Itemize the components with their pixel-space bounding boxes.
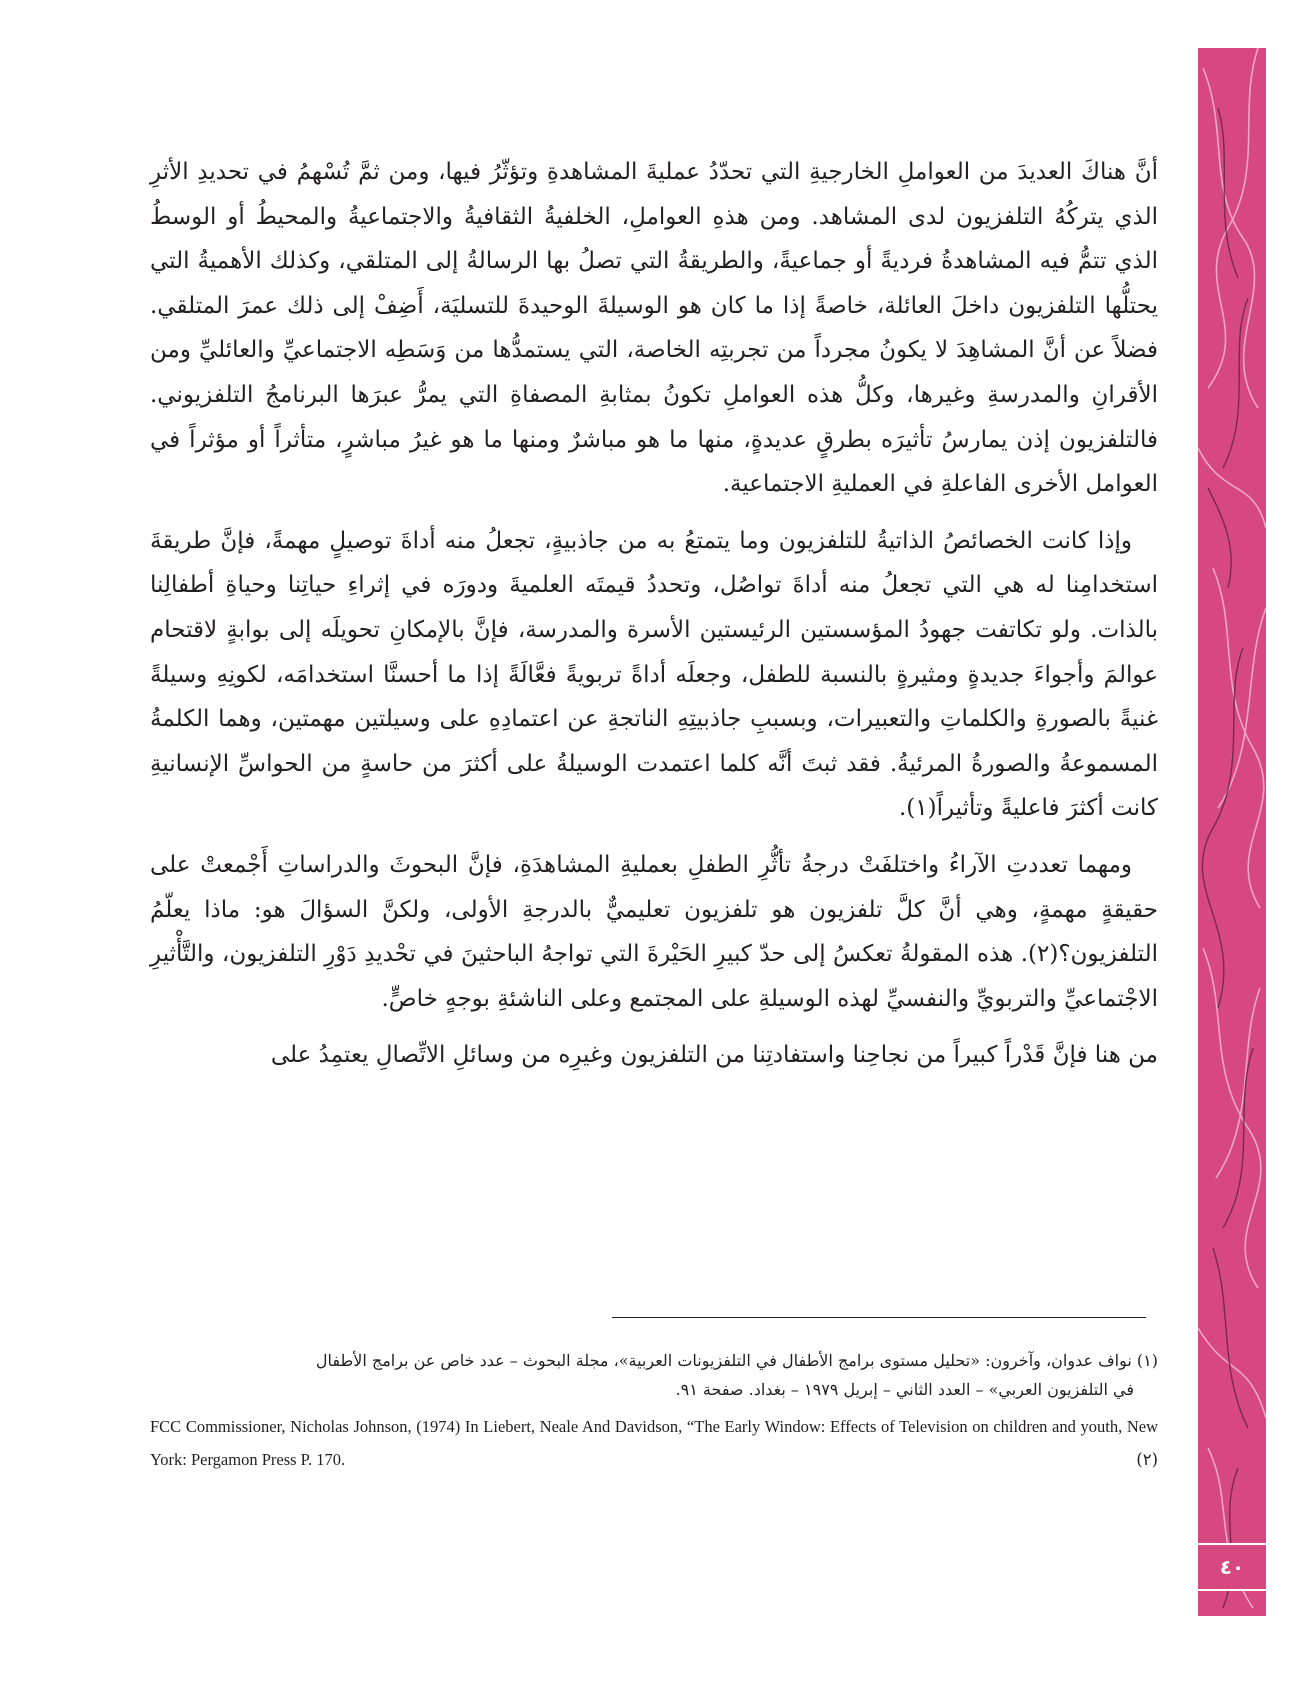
strip-pattern-icon [1198, 48, 1266, 1616]
page-number: ٤٠ [1219, 1555, 1245, 1579]
paragraph-4: من هنا فإنَّ قَدْراً كبيراً من نجاحِنا واستفادتِنا من التلفزيون وغيرِه من وسائلِ الاتِّصالِ يعتمِدُ على [270, 1042, 1158, 1069]
paragraph-2: وإذا كانت الخصائصُ الذاتيةُ للتلفزيون وما يتمتعُ به من جاذبيةٍ، تجعلُ منه أداةَ توصيلٍ مهمةً، فإنَّ طريقةَ استخدامِنا له هي التي تجعلُ منه أداةَ تواصُل، وتحددُ قيمتَه العلميةَ ودورَه في إثراءِ حياتِنا وحياةِ أطفالِنا بالذات. ولو تكاتفت جهودُ المؤسستين الرئيستين الأسرة والمدرسة، فإنَّ بالإمكانِ تحويلَه إلى بوابةٍ لاقتحام عوالمَ وأجواءَ جديدةٍ ومثيرةٍ بالنسبة للطفل، وجعلَه أداةً تربويةً فعَّالَةً إذا ما أحسنَّا استخدامَه، لكونِهِ وسيلةً غنيةً بالصورةِ والكلماتِ والتعبيرات، وبسببِ جاذبيتِهِ الناتجةِ عن اعتمادِهِ على وسيلتين مهمتين، وهما الكلمةُ المسموعةُ والصورةُ المرئيةُ. فقد ثبتَ أنَّه كلما اعتمدت الوسيلةُ على أكثرَ من حاسةٍ من الحواسِّ الإنسانيةِ كانت أكثرَ فاعليةً وتأثيراً(١). [150, 527, 1158, 822]
footnote-2 [150, 1410, 1158, 1476]
footnote-1 [150, 1346, 1158, 1404]
body-text [150, 150, 1158, 1090]
footnote-2-text: FCC Commissioner, Nicholas Johnson, (1974) In Liebert, Neale And Davidson, “The Early Window: Effects of Television on children and youth, New York: Pergamon Press P. 170. [150, 1417, 1158, 1469]
decorative-side-strip [1198, 48, 1266, 1616]
footnote-1-line-2: في التلفزيون العربي» – العدد الثاني – إبريل ١٩٧٩ – بغداد. صفحة ٩١. [675, 1380, 1134, 1399]
page-number-box [1198, 1543, 1266, 1591]
footnote-1-line-1: (١) نواف عدوان، وآخرون: «تحليل مستوى برامج الأطفال في التلفزيونات العربية»، مجلة البحوث – عدد خاص عن برامج الأطفال [315, 1351, 1158, 1370]
footnotes [150, 1346, 1158, 1476]
paragraph-1: أنَّ هناكَ العديدَ من العواملِ الخارجيةِ التي تحدّدُ عمليةَ المشاهدةِ وتؤثّرُ فيها، ومن ثمَّ تُسْهمُ في تحديدِ الأثرِ الذي يتركُهُ التلفزيون لدى المشاهد. ومن هذهِ العواملِ، الخلفيةُ الثقافيةُ والاجتماعيةُ والمحيطُ أو الوسطُ الذي تتمُّ فيه المشاهدةُ فرديةً أو جماعيةً، والطريقةُ التي تصلُ بها الرسالةُ إلى المتلقي، وكذلك الأهميةُ التي يحتلُّها التلفزيون داخلَ العائلة، خاصةً إذا ما كان هو الوسيلةَ الوحيدةَ للتسليَة، أَضِفْ إلى ذلك عمرَ المتلقي. فضلاً عن أنَّ المشاهِدَ لا يكونُ مجرداً من تجربتِه الخاصة، التي يستمدُّها من وَسَطِه الاجتماعيِّ والعائليِّ ومن الأقرانِ والمدرسةِ وغيرها، وكلُّ هذه العواملِ تكونُ بمثابةِ المصفاةِ التي يمرُّ عبرَها البرنامجُ التلفزيوني. فالتلفزيون إذن يمارسُ تأثيرَه بطرقٍ عديدةٍ، منها ما هو مباشرٌ ومنها ما هو غيرُ مباشرٍ، متأثراً أو مؤثراً في العوامل الأخرى الفاعلةِ في العمليةِ الاجتماعية. [150, 159, 1158, 498]
paragraph-3: ومهما تعددتِ الآراءُ واختلفَتْ درجةُ تأثُّرِ الطفلِ بعمليةِ المشاهدَةِ، فإنَّ البحوثَ والدراساتِ أَجْمعتْ على حقيقةٍ مهمةٍ، وهي أنَّ كلَّ تلفزيون هو تلفزيون تعليميٌّ بالدرجةِ الأولى، ولكنَّ السؤالَ هو: ماذا يعلّمُ التلفزيون؟(٢). هذه المقولةُ تعكسُ إلى حدّ كبيرِ الحَيْرةَ التي تواجهُ الباحثينَ في تحْديدِ دَوْرِ التلفزيون، والتَّأْثيرِ الاجْتماعيِّ والتربويِّ والنفسيِّ لهذه الوسيلةِ على المجتمع وعلى الناشئةِ بوجهٍ خاصٍّ. [150, 851, 1159, 1012]
footnote-2-marker: (٢) [1136, 1450, 1158, 1469]
footnote-separator [612, 1317, 1146, 1318]
